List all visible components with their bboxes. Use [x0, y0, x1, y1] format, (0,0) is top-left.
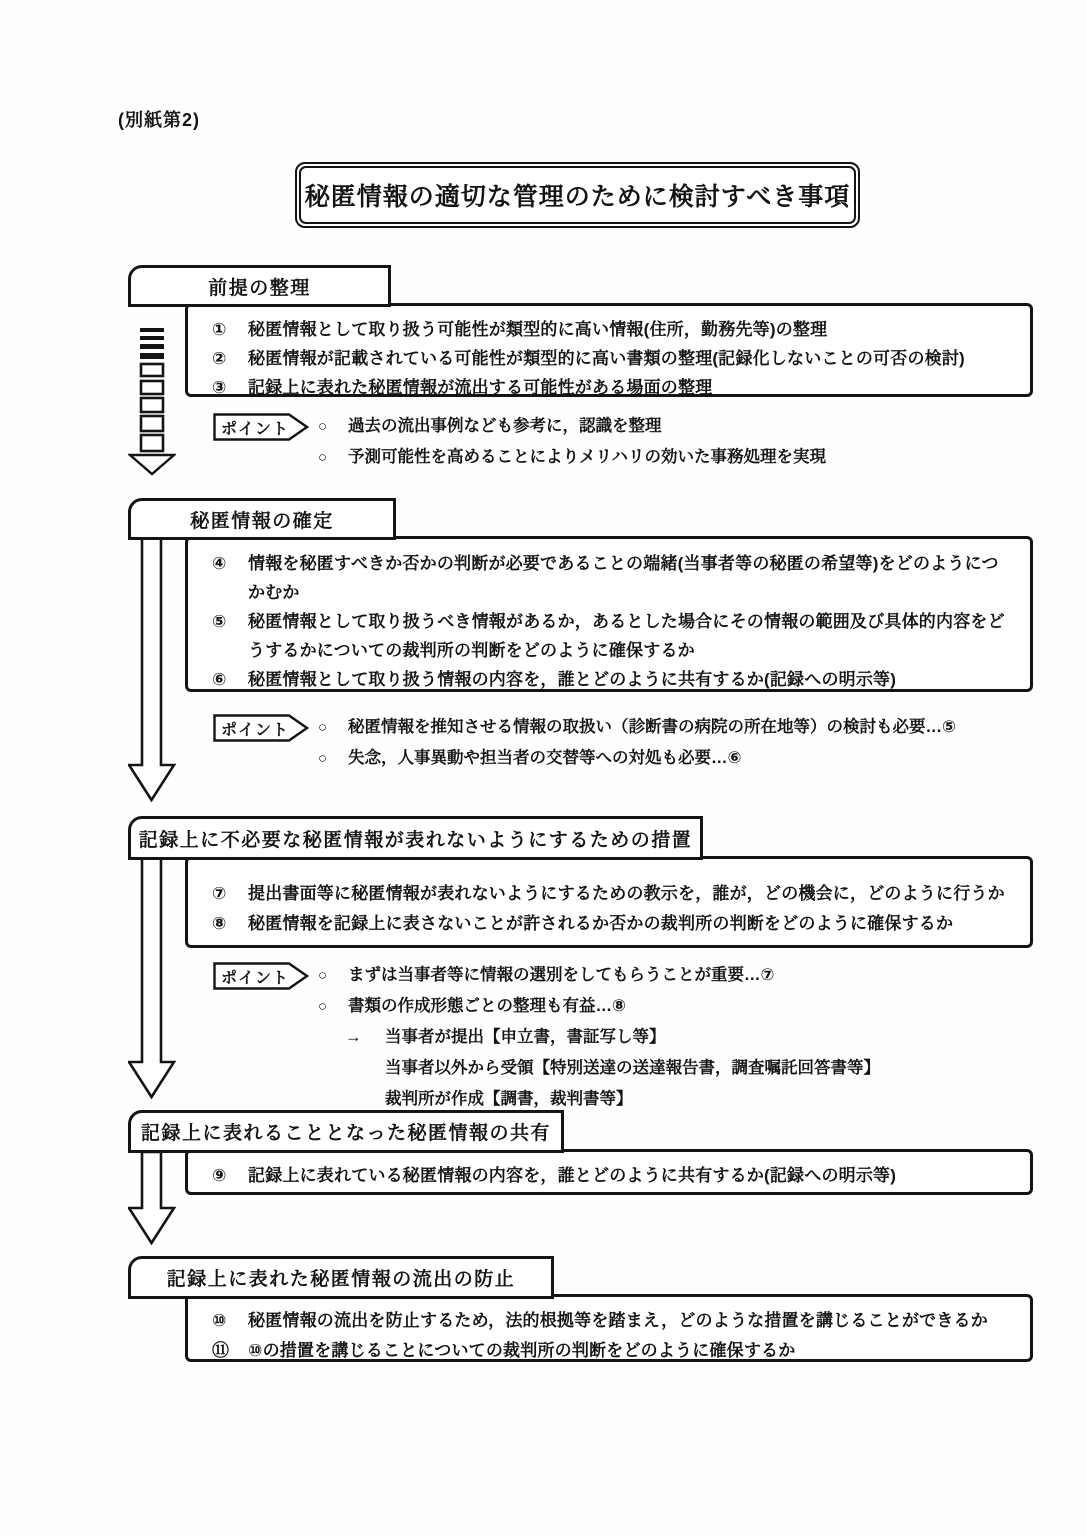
arrow-down-hollow-icon: [128, 1151, 176, 1245]
item-number: ⑧: [212, 914, 227, 933]
section-2-points: [318, 712, 1038, 774]
section-2-header: [128, 498, 396, 540]
section-5-header: [128, 1256, 554, 1299]
item-number: ⑩: [212, 1311, 227, 1330]
section-3-content-box: [185, 856, 1033, 948]
section-3-points: [318, 960, 1038, 1115]
point-item: [318, 991, 1038, 1022]
item-number: ⑤: [212, 612, 227, 631]
item-text: 提出書面等に秘匿情報が表れないようにするための教示を，誰が，どの機会に，どのように行うか: [248, 884, 1005, 903]
title-box: [295, 162, 860, 228]
point-item: [318, 960, 1038, 991]
list-item: [212, 607, 1006, 665]
sub-point-text: 当事者以外から受領【特別送達の送達報告書，調査嘱託回答書等】: [385, 1059, 880, 1077]
arrow-down-hollow-icon: [128, 857, 176, 1099]
section-4-header: [128, 1110, 564, 1153]
sub-point-item: [318, 1022, 1038, 1053]
item-text: 情報を秘匿すべきか否かの判断が必要であることの端緒(当事者等の秘匿の希望等)をどのようにつかむか: [248, 554, 999, 602]
section-4-content-box: [185, 1149, 1033, 1195]
list-item: [212, 665, 1006, 694]
point-item: [318, 411, 1038, 442]
point-text: 書類の作成形態ごとの整理も有益…⑧: [348, 997, 626, 1015]
list-item: [212, 344, 1006, 373]
point-flag: [213, 714, 309, 742]
item-text: 秘匿情報を記録上に表さないことが許されるか否かの裁判所の判断をどのように確保するか: [248, 914, 954, 933]
arrow-down-segmented-icon: [128, 328, 176, 476]
list-item: [212, 909, 1006, 939]
point-flag-label: ポイント: [220, 421, 289, 438]
item-number: ③: [212, 378, 227, 397]
sub-point-item: [318, 1053, 1038, 1084]
item-number: ④: [212, 554, 227, 573]
item-text: 秘匿情報として取り扱う情報の内容を，誰とどのように共有するか(記録への明示等): [248, 670, 897, 689]
item-text: 記録上に表れている秘匿情報の内容を，誰とどのように共有するか(記録への明示等): [248, 1166, 897, 1185]
sub-point-text: 裁判所が作成【調書，裁判書等】: [385, 1090, 633, 1108]
point-flag-label: ポイント: [220, 970, 289, 987]
list-item: [212, 373, 1006, 402]
item-number: ②: [212, 349, 227, 368]
point-text: 秘匿情報を推知させる情報の取扱い（診断書の病院の所在地等）の検討も必要…⑤: [348, 718, 956, 736]
item-number: ⑪: [212, 1341, 230, 1360]
point-text: 失念，人事異動や担当者の交替等への対処も必要…⑥: [348, 749, 742, 767]
section-1-content-box: [185, 303, 1033, 397]
bullet-circle-icon: ○: [318, 998, 328, 1015]
page-title: 秘匿情報の適切な管理のために検討すべき事項: [304, 183, 851, 211]
bullet-circle-icon: ○: [318, 418, 328, 435]
arrow-down-hollow-icon: [128, 537, 176, 802]
list-item: [212, 1336, 1006, 1366]
section-4-heading: 記録上に表れることとなった秘匿情報の共有: [140, 1123, 551, 1144]
list-item: [212, 1306, 1006, 1336]
section-1-points: [318, 411, 1038, 473]
item-number: ⑨: [212, 1166, 227, 1185]
item-text: 秘匿情報として取り扱うべき情報があるか，あるとした場合にその情報の範囲及び具体的内容をどうするかについての裁判所の判断をどのように確保するか: [248, 612, 1005, 660]
attachment-label: (別紙第2): [118, 110, 200, 130]
bullet-circle-icon: ○: [318, 750, 328, 767]
item-number: ①: [212, 320, 227, 339]
sub-point-text: 当事者が提出【申立書，書証写し等】: [385, 1028, 666, 1046]
item-text: 秘匿情報が記載されている可能性が類型的に高い書類の整理(記録化しないことの可否の検討): [248, 349, 965, 368]
point-text: 予測可能性を高めることによりメリハリの効いた事務処理を実現: [348, 448, 827, 466]
point-flag: [213, 413, 309, 441]
bullet-circle-icon: ○: [318, 719, 328, 736]
point-text: まずは当事者等に情報の選別をしてもらうことが重要…⑦: [348, 966, 775, 984]
point-flag: [213, 962, 309, 990]
item-number: ⑥: [212, 670, 227, 689]
right-arrow-icon: →: [345, 1028, 362, 1046]
list-item: [212, 549, 1006, 607]
item-text: 秘匿情報の流出を防止するため，法的根拠等を踏まえ，どのような措置を講じることができるか: [248, 1311, 988, 1330]
section-5-heading: 記録上に表れた秘匿情報の流出の防止: [166, 1269, 516, 1290]
section-5-content-box: [185, 1294, 1033, 1362]
item-number: ⑦: [212, 884, 227, 903]
section-2-heading: 秘匿情報の確定: [190, 510, 334, 532]
point-item: [318, 743, 1038, 774]
section-1-header: [128, 265, 391, 307]
item-text: ⑩の措置を講じることについての裁判所の判断をどのように確保するか: [248, 1341, 796, 1360]
point-item: [318, 712, 1038, 743]
item-text: 記録上に表れた秘匿情報が流出する可能性がある場面の整理: [248, 378, 713, 397]
title-box-inner-border: [299, 166, 856, 224]
point-flag-label: ポイント: [220, 722, 289, 739]
list-item: [212, 1161, 1006, 1190]
section-3-heading: 記録上に不必要な秘匿情報が表れないようにするための措置: [138, 829, 693, 851]
point-text: 過去の流出事例なども参考に，認識を整理: [348, 417, 662, 435]
list-item: [212, 315, 1006, 344]
point-item: [318, 442, 1038, 473]
section-3-header: [128, 816, 703, 860]
list-item: [212, 879, 1006, 909]
section-1-heading: 前提の整理: [208, 277, 311, 299]
bullet-circle-icon: ○: [318, 967, 328, 984]
item-text: 秘匿情報として取り扱う可能性が類型的に高い情報(住所，勤務先等)の整理: [248, 320, 828, 339]
bullet-circle-icon: ○: [318, 449, 328, 466]
section-2-content-box: [185, 536, 1033, 692]
